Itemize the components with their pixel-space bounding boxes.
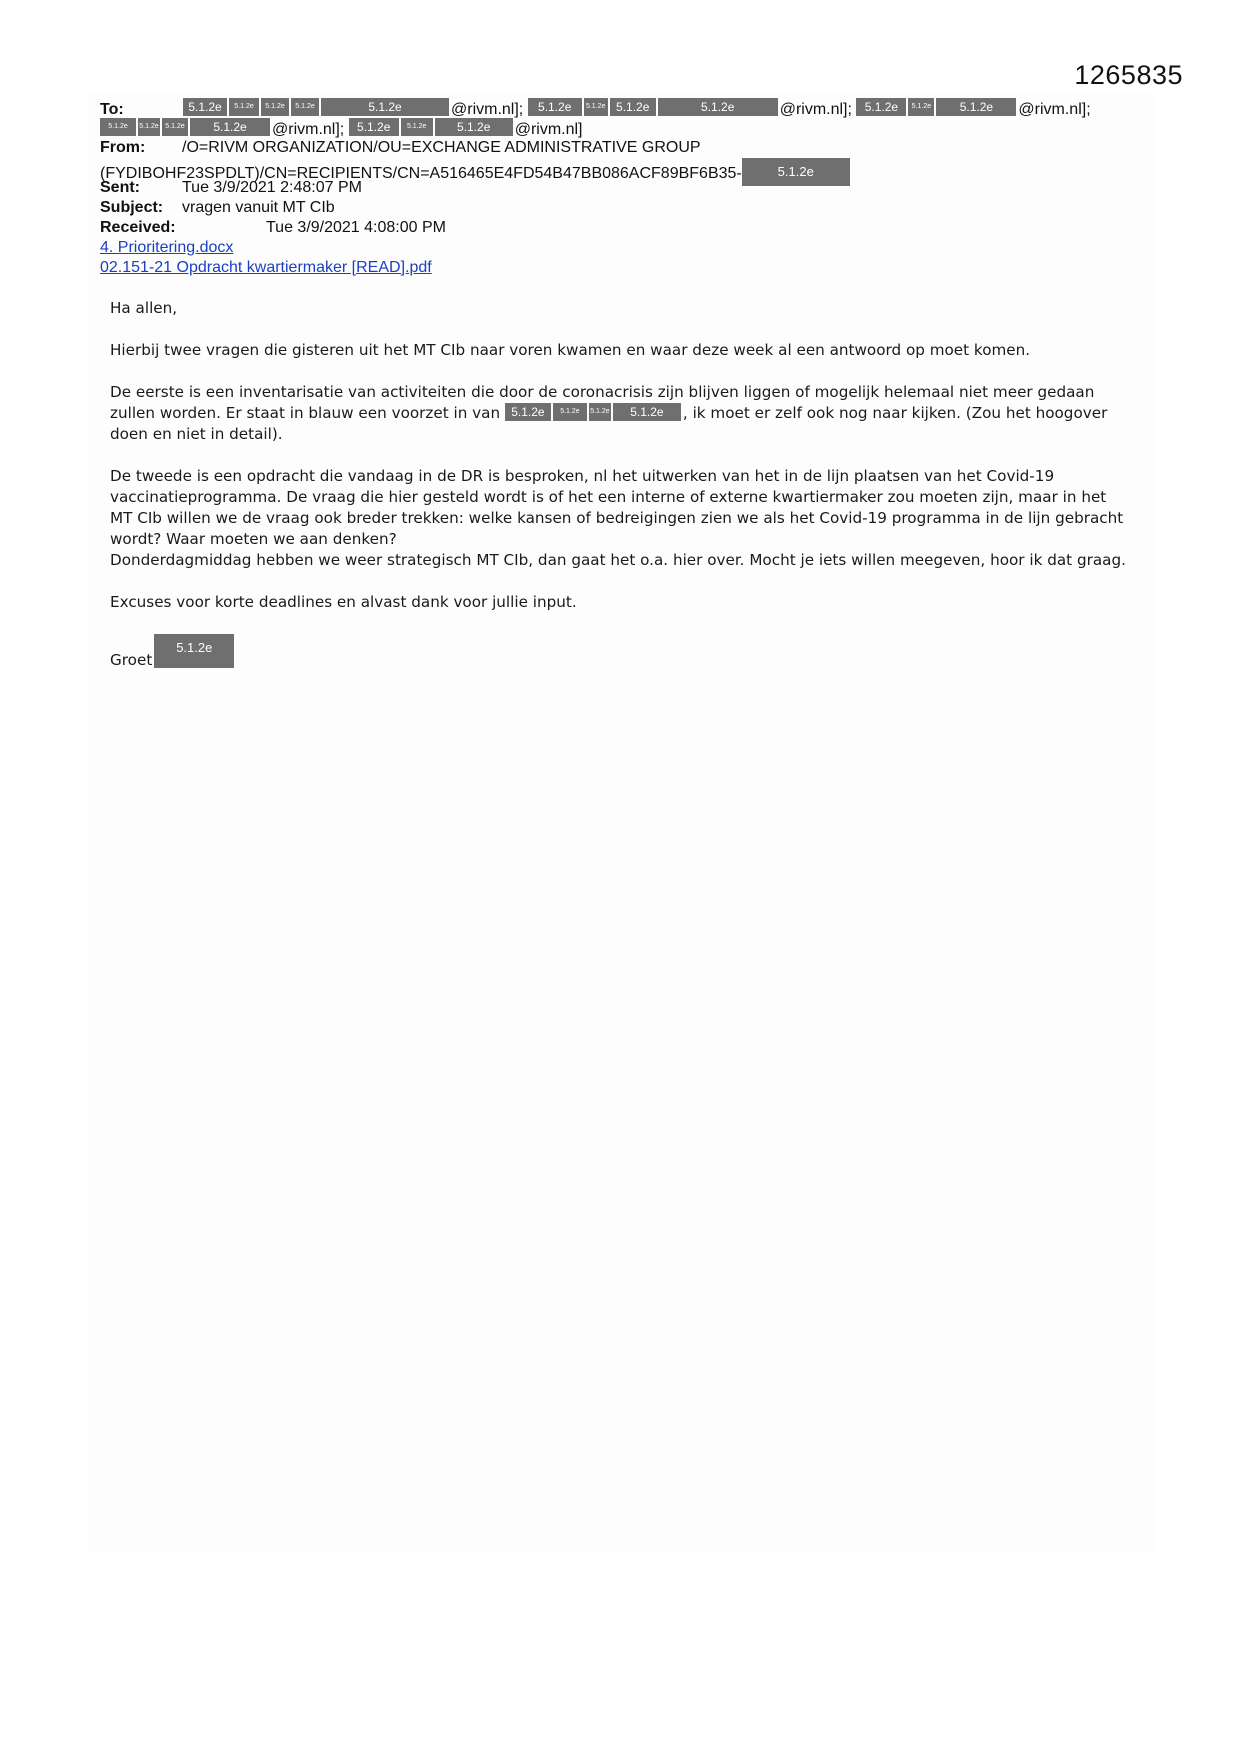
redaction: 5.1.2e: [401, 118, 433, 136]
attachment-line: [100, 238, 1140, 258]
received-label: Received:: [100, 219, 176, 236]
closing-text: Groet: [110, 651, 153, 669]
from-label: From:: [100, 139, 146, 156]
redaction: 5.1.2e: [229, 98, 259, 116]
closing: [110, 634, 1130, 671]
sent-label: Sent:: [100, 179, 140, 196]
redaction: 5.1.2e: [291, 98, 319, 116]
from-value-continued: (FYDIBOHF23SPDLT)/CN=RECIPIENTS/CN=A516465E4FD54B47BB086ACF89BF6B35-: [100, 165, 742, 182]
from-line: [100, 138, 1140, 158]
body-paragraph: De tweede is een opdracht die vandaag in de DR is besproken, nl het uitwerken van het in de lijn plaatsen van het Covid-19 vaccinatieprogramma. De vraag die hier gesteld wordt is of het een interne of externe kwartiermaker zou moeten zijn, maar in het MT CIb willen we de vraag ook breder trekken: welke kansen of bedreigingen zien we als het Covid-19 programma in de lijn gebracht wordt? Waar moeten we aan denken?: [110, 467, 1124, 548]
email-domain: @rivm.nl];: [272, 121, 345, 138]
redaction: 5.1.2e: [613, 403, 681, 421]
email-domain: @rivm.nl];: [451, 101, 524, 118]
to-line: [100, 98, 1140, 118]
redaction: 5.1.2e: [183, 98, 227, 116]
attachment-link[interactable]: 4. Prioritering.docx: [100, 239, 234, 256]
redaction: 5.1.2e: [321, 98, 449, 116]
redaction: 5.1.2e: [138, 118, 160, 136]
email-header: [100, 98, 1140, 278]
redaction: 5.1.2e: [908, 98, 934, 116]
redaction: 5.1.2e: [162, 118, 188, 136]
body-paragraph: Excuses voor korte deadlines en alvast dank voor jullie input.: [110, 593, 577, 611]
received-value: Tue 3/9/2021 4:08:00 PM: [266, 219, 446, 236]
email-domain: @rivm.nl]: [514, 121, 583, 138]
sent-value: Tue 3/9/2021 2:48:07 PM: [182, 179, 362, 196]
to-label: To:: [100, 101, 124, 118]
received-line: [100, 218, 1140, 238]
redaction: 5.1.2e: [856, 98, 906, 116]
body-text: De eerste is een inventarisatie van activiteiten die door de coronacrisis zijn blijven liggen of mogelijk helemaal niet meer gedaan zullen worden. Er staat in blauw een voorzet in van: [110, 383, 1095, 422]
redaction: 5.1.2e: [505, 403, 551, 421]
redaction: 5.1.2e: [936, 98, 1016, 116]
redaction: 5.1.2e: [190, 118, 270, 136]
redaction: 5.1.2e: [742, 158, 850, 186]
greeting: Ha allen,: [110, 299, 178, 317]
redaction: 5.1.2e: [349, 118, 399, 136]
redaction: 5.1.2e: [154, 634, 234, 668]
email-domain: @rivm.nl];: [1018, 101, 1091, 118]
redaction: 5.1.2e: [610, 98, 656, 116]
attachment-line: [100, 258, 1140, 278]
redaction: 5.1.2e: [584, 98, 608, 116]
body-paragraph: [110, 382, 1130, 445]
redaction: 5.1.2e: [658, 98, 778, 116]
redaction: 5.1.2e: [261, 98, 289, 116]
redaction: 5.1.2e: [528, 98, 582, 116]
email-body: [110, 298, 1130, 692]
body-paragraph: Donderdagmiddag hebben we weer strategisch MT CIb, dan gaat het o.a. hier over. Mocht je iets willen meegeven, hoor ik dat graag.: [110, 551, 1126, 569]
subject-line: [100, 198, 1140, 218]
email-domain: @rivm.nl];: [779, 101, 852, 118]
redaction: 5.1.2e: [553, 403, 587, 421]
body-text: , ik moet er zelf ook nog naar kijken. (Zou het hoogover doen en niet in detail).: [110, 404, 1108, 443]
redaction: 5.1.2e: [589, 403, 611, 421]
redaction: 5.1.2e: [435, 118, 513, 136]
from-line-continued: [100, 158, 1140, 182]
from-value: /O=RIVM ORGANIZATION/OU=EXCHANGE ADMINISTRATIVE GROUP: [182, 139, 701, 156]
redaction: 5.1.2e: [100, 118, 136, 136]
subject-label: Subject:: [100, 199, 164, 216]
to-line-continued: [100, 118, 1140, 138]
subject-value: vragen vanuit MT CIb: [182, 199, 335, 216]
body-paragraph: Hierbij twee vragen die gisteren uit het MT CIb naar voren kwamen en waar deze week al een antwoord op moet komen.: [110, 341, 1031, 359]
document-id: 1265835: [1074, 60, 1183, 90]
attachment-link[interactable]: 02.151-21 Opdracht kwartiermaker [READ].pdf: [100, 259, 432, 276]
